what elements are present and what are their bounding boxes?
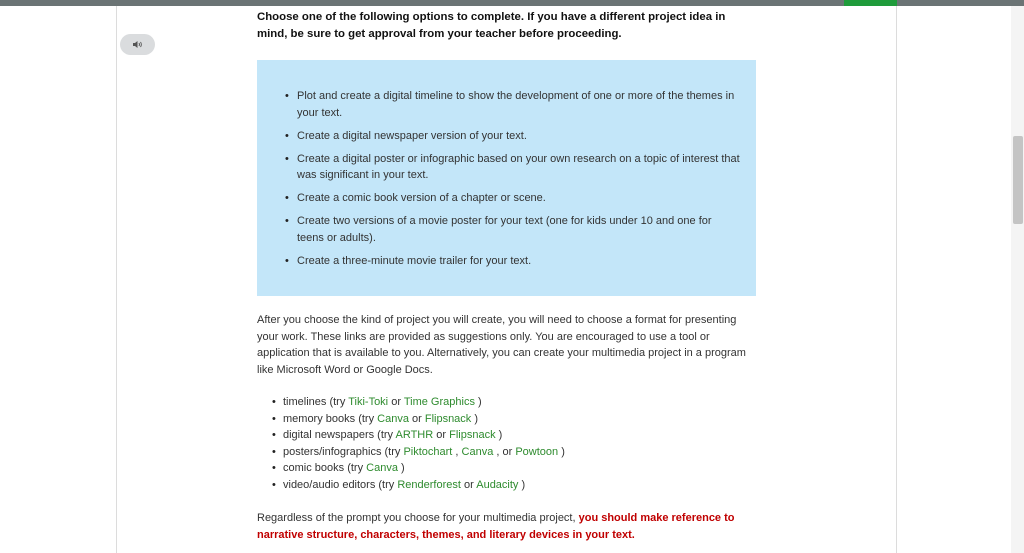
speaker-icon [133,40,143,49]
canva-link[interactable]: Canva [377,412,409,425]
page-border-left [116,6,117,553]
flipsnack-link[interactable]: Flipsnack [449,429,496,441]
scrollbar-thumb[interactable] [1013,136,1023,224]
scrollbar-track[interactable] [1011,6,1024,553]
canva-link[interactable]: Canva [461,445,494,458]
tool-item-comic-books: • comic books (try Canva ) [272,460,565,477]
canva-link[interactable]: Canva [366,462,398,474]
tool-item-posters: • posters/infographics (try Piktochart , Canva , or Powtoon ) [272,444,565,461]
tool-item-timelines: • timelines (try Tiki-Toki or Time Graphics ) [272,394,565,411]
piktochart-link[interactable]: Piktochart [403,445,453,458]
option-item: • Plot and create a digital timeline to show the development of one or more of the themes in your text. [285,88,740,121]
audio-button[interactable] [120,34,155,55]
options-list [285,88,740,276]
tool-item-memory-books: • memory books (try Canva or Flipsnack ) [272,411,565,428]
option-item: • Create a digital poster or infographic based on your own research on a topic of interest that was significant in your text. [285,151,740,184]
page-border-right [896,6,897,553]
powtoon-link[interactable]: Powtoon [515,445,559,458]
tool-item-video-audio: • video/audio editors (try Renderforest or Audacity ) [272,477,565,494]
tool-item-newspapers: • digital newspapers (try ARTHR or Flipsnack ) [272,427,565,444]
renderforest-link[interactable]: Renderforest [397,478,461,491]
arthr-link[interactable]: ARTHR [395,429,434,441]
options-box [257,60,756,296]
emphasis-text: you should make reference to narrative structure, characters, themes, and literary devices in your text. [257,512,735,541]
closing-paragraph: Regardless of the prompt you choose for your multimedia project, you should make reference to narrative structure, characters, themes, and literary devices in your text. [257,512,735,541]
option-item: • Create a comic book version of a chapter or scene. [285,190,740,207]
option-item: • Create a three-minute movie trailer for your text. [285,253,740,270]
flipsnack-link[interactable]: Flipsnack [424,412,472,425]
option-item: • Create two versions of a movie poster for your text (one for kids under 10 and one for teens or adults). [285,213,740,246]
option-item: • Create a digital newspaper version of your text. [285,128,740,145]
progress-accent [844,0,897,6]
tiki-toki-link[interactable]: Tiki-Toki [348,396,389,408]
audacity-link[interactable]: Audacity [476,478,519,491]
instructions-heading: Choose one of the following options to complete. If you have a different project idea in mind, be sure to get approval from your teacher before proceeding. [257,11,726,40]
format-paragraph: After you choose the kind of project you will create, you will need to choose a format for presenting your work. These links are provided as suggestions only. You are encouraged to use a tool or application that is available to you. Alternatively, you can create your multimedia project in a program like Microsoft Word or Google Docs. [257,314,746,376]
tools-list [272,394,565,493]
time-graphics-link[interactable]: Time Graphics [403,396,475,408]
